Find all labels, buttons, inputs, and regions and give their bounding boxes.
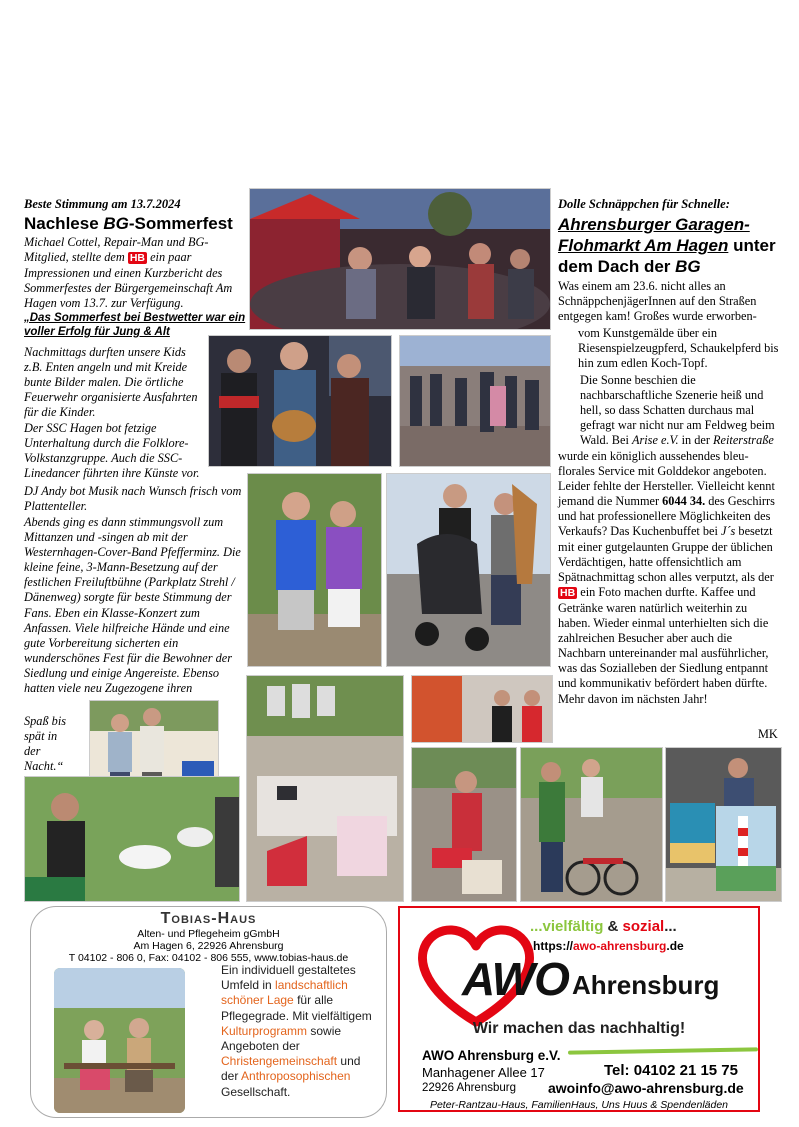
awo-zip: 22926 Ahrensburg (422, 1082, 516, 1094)
awo-phone[interactable]: Tel: 04102 21 15 75 (604, 1062, 738, 1079)
tobias-address: Alten- und Pflegeheim gGmbH Am Hagen 6, 22926 Ahrensburg T 04102 - 806 0, Fax: 04102 - 806 555, www.tobias-haus.de (68, 928, 349, 964)
right-headline: Ahrensburger Garagen- Flohmarkt Am Hagen unter dem Dach der BG (558, 215, 776, 276)
awo-footer: Peter-Rantzau-Haus, FamilienHaus, Uns Huus & Spendenläden (429, 1099, 729, 1111)
photo-table (24, 776, 240, 902)
left-headline: Nachlese BG-Sommerfest (24, 214, 233, 233)
awo-slogan: Wir machen das nachhaltig! (472, 1020, 686, 1037)
awo-green-stroke (568, 1047, 758, 1054)
left-para-1: Nachmittags durften unsere Kids z.B. Enten angeln und mit Kreide bunte Bilder malen. Die örtliche Feuerwehr organisierte Ausfahrten für die Kinder. (24, 345, 198, 420)
tobias-photo (54, 968, 185, 1113)
left-quote-head: „Das Sommerfest bei Bestwetter war ein voller Erfolg für Jung & Alt (24, 312, 246, 338)
right-kicker: Dolle Schnäppchen für Schnelle: (558, 197, 730, 211)
hb-badge: HB (129, 252, 145, 265)
photo-woman-stroller (386, 473, 551, 667)
photo-street-crowd (399, 335, 551, 467)
awo-org-name: AWO Ahrensburg e.V. (422, 1048, 561, 1063)
photo-woman-red (411, 747, 517, 902)
photo-two-men (247, 473, 382, 667)
left-para-3: DJ Andy bot Musik nach Wunsch frisch vom Plattenteller. (24, 484, 242, 514)
left-article (24, 197, 246, 311)
photo-evening-crowd (249, 188, 551, 330)
ad-awo (398, 906, 760, 1112)
left-intro: Michael Cottel, Repair-Man und BG-Mitglied, stellte dem HB ein paar Impressionen und einen Kurzbericht des Sommerfestes der Bürgergemeinschaft Am Hagen vom 13.7. zur Verfügung. (24, 235, 233, 311)
awo-logo-city: Ahrensburg (572, 970, 720, 1000)
photo-band (208, 335, 392, 467)
awo-logo-text: AWO (462, 953, 569, 1005)
awo-email[interactable]: awoinfo@awo-ahrensburg.de (548, 1080, 744, 1096)
left-para-4-end: Spaß bis spät in der Nacht.“ (24, 714, 67, 774)
awo-tagline: ...vielfältig & sozial... (530, 918, 677, 935)
left-para-4: Abends ging es dann stimmungsvoll zum Mittanzen und -singen ab mit der Westernhagen-Cover-Band Pfefferminz. Die kleine feine, 3-Mann-Besetzung auf der festlichen Freiluftbühne (Parkplatz Strehl / Dänenweg) sorgte für beste Stimmung der Fans. Eben ein Klasse-Konzert zum Anfassen. Viele hilfreiche Hände und eine gute Vorbereitung sicherten ein wunderschönes Fest für die Bewohner der Siedlung und einige Angereiste. Ebenso hatten viele neu Zugezogene ihren (24, 515, 241, 696)
ad-tobias-haus (30, 906, 387, 1118)
photo-flea-stall (246, 675, 404, 902)
photo-garage (411, 675, 553, 743)
photo-bicycles (520, 747, 663, 902)
tobias-description: Ein individuell gestaltetes Umfeld in landschaftlich schöner Lage für alle Pflegegrade. Mit vielfältigem Kulturprogramm sowie Angeboten der Christengemeinschaft und der Anthroposophischen Gesellschaft. (221, 963, 372, 1099)
left-para-2: Der SSC Hagen bot fetzige Unterhaltung durch die Folklore-Volkstanzgruppe. Auch die SSC-Linedancer führten ihre Künste vor. (24, 421, 200, 481)
left-kicker: Beste Stimmung am 13.7.2024 (24, 197, 181, 211)
right-article (558, 197, 780, 324)
right-para-2-rest: wurde ein königlich aussehendes bleu-florales Service mit Golddekor angeboten. Leider fehlte der Hersteller. Vielleicht kennt jemand die Nummer 6044 34. des Geschirrs und hat professionellere Möglichkeiten des Verkaufs? Das Kuchenbuffet bei J´s besetzt mit einer gutgelaunten Gruppe der üblichen Verdächtigen, hatte offensichtlich am Spätnachmittag schon alles verputzt, als der HB ein Foto machen durfte. Kaffee und Getränke waren natürlich weiterhin zu haben. Wieder einmal unterhielten sich die zahlreichen Besucher aber auch die Nachbarn untereinander mal ausführlicher, was das Sozialleben der Siedlung entpannt und kommunikativ befördert haben dürfte. Mehr davon im nächsten Jahr! (558, 449, 775, 706)
right-para-2-top: Die Sonne beschien die nachbarschaftliche Szenerie heiß und hell, so dass Schatten durchaus mal gefragt war nicht nur am Feldweg beim Wald. Bei Arise e.V. in der Reiterstraße (580, 373, 775, 448)
right-para-1b: vom Kunstgemälde über ein Riesenspielzeugpferd, Schaukelpferd bis hin zum edlen Koch-Topf. (578, 326, 779, 371)
right-para-1a: Was einem am 23.6. nicht alles an SchnäppchenjägerInnen auf den Straßen entgegen kam! Großes wurde erworben- (558, 279, 757, 324)
awo-url[interactable]: https://awo-ahrensburg.de (533, 939, 684, 953)
photo-paintings (665, 747, 782, 902)
right-signature: MK (758, 727, 778, 741)
hb-badge: HB (560, 586, 576, 599)
tobias-brand: Tobias-Haus (160, 910, 257, 927)
awo-street: Manhagener Allee 17 (422, 1065, 545, 1080)
